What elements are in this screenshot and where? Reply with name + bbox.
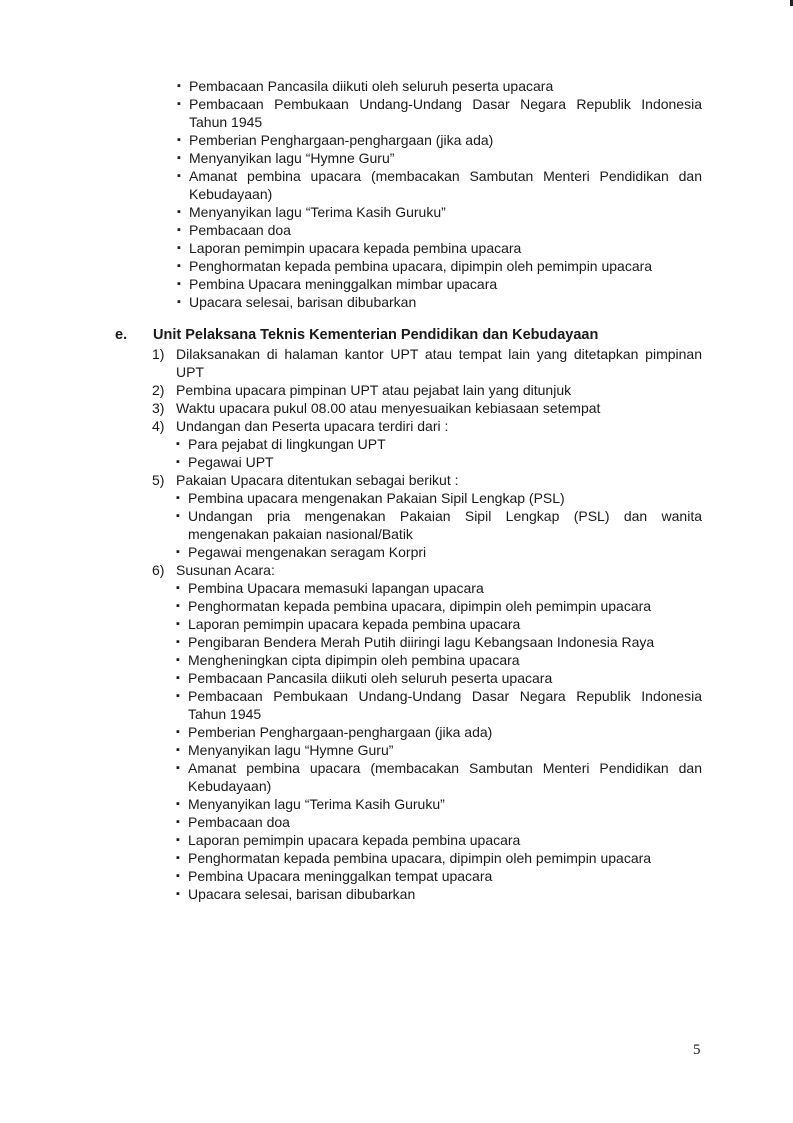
list-item: ▪ Pemberian Penghargaan-penghargaan (jika ada) <box>189 131 702 149</box>
list-item: ▪ Amanat pembina upacara (membacakan Sambutan Menteri Pendidikan dan Kebudayaan) <box>189 167 702 203</box>
list-item: ▪ Pegawai mengenakan seragam Korpri <box>188 543 702 561</box>
item-text: Pembina upacara pimpinan UPT atau pejabat lain yang ditunjuk <box>176 382 572 398</box>
numbered-list <box>0 345 793 903</box>
item-text: Dilaksanakan di halaman kantor UPT atau tempat lain yang ditetapkan pimpinan UPT <box>176 346 702 380</box>
item-number: 1) <box>152 346 165 362</box>
list-item: ▪ Penghormatan kepada pembina upacara, dipimpin oleh pemimpin upacara <box>189 257 702 275</box>
list-item: ▪ Pembina upacara mengenakan Pakaian Sipil Lengkap (PSL) <box>188 489 702 507</box>
sub-bullet-list <box>0 435 702 471</box>
list-item: ▪ Penghormatan kepada pembina upacara, dipimpin oleh pemimpin upacara <box>188 849 702 867</box>
list-item: ▪ Undangan pria mengenakan Pakaian Sipil Lengkap (PSL) dan wanita mengenakan pakaian nasional/Batik <box>188 507 702 543</box>
list-item: ▪ Amanat pembina upacara (membacakan Sambutan Menteri Pendidikan dan Kebudayaan) <box>188 759 702 795</box>
list-item: ▪ Pembina Upacara meninggalkan tempat upacara <box>188 867 702 885</box>
numbered-item <box>152 399 702 417</box>
list-item: ▪ Pembacaan Pembukaan Undang-Undang Dasar Negara Republik Indonesia Tahun 1945 <box>188 687 702 723</box>
numbered-item <box>152 561 702 903</box>
list-item: ▪ Menyanyikan lagu “Hymne Guru” <box>189 149 702 167</box>
list-item: ▪ Pembacaan Pancasila diikuti oleh seluruh peserta upacara <box>189 77 702 95</box>
list-item: ▪ Penghormatan kepada pembina upacara, dipimpin oleh pemimpin upacara <box>188 597 702 615</box>
section-label: e. <box>115 327 128 343</box>
list-item: ▪ Pengibaran Bendera Merah Putih diiringi lagu Kebangsaan Indonesia Raya <box>188 633 702 651</box>
list-item: ▪ Pemberian Penghargaan-penghargaan (jika ada) <box>188 723 702 741</box>
list-item: ▪ Laporan pemimpin upacara kepada pembina upacara <box>188 831 702 849</box>
item-number: 4) <box>152 418 165 434</box>
section-title: Unit Pelaksana Teknis Kementerian Pendidikan dan Kebudayaan <box>153 327 599 343</box>
numbered-item <box>152 345 702 381</box>
list-item: ▪ Menyanyikan lagu “Hymne Guru” <box>188 741 702 759</box>
item-number: 6) <box>152 562 165 578</box>
list-item: ▪ Upacara selesai, barisan dibubarkan <box>189 293 702 311</box>
item-text: Undangan dan Peserta upacara terdiri dari : <box>176 418 449 434</box>
list-item: ▪ Pembacaan doa <box>188 813 702 831</box>
list-item: ▪ Pembacaan Pembukaan Undang-Undang Dasar Negara Republik Indonesia Tahun 1945 <box>189 95 702 131</box>
list-item: ▪ Pembacaan doa <box>189 221 702 239</box>
list-item: ▪ Para pejabat di lingkungan UPT <box>188 435 702 453</box>
sub-bullet-list <box>0 489 702 561</box>
item-text: Susunan Acara: <box>176 562 275 578</box>
list-item: ▪ Pembina Upacara meninggalkan mimbar upacara <box>189 275 702 293</box>
list-item: ▪ Pembina Upacara memasuki lapangan upacara <box>188 579 702 597</box>
list-item: ▪ Upacara selesai, barisan dibubarkan <box>188 885 702 903</box>
numbered-item <box>152 471 702 561</box>
text-block <box>0 77 793 903</box>
list-item: ▪ Pembacaan Pancasila diikuti oleh seluruh peserta upacara <box>188 669 702 687</box>
list-item: ▪ Mengheningkan cipta dipimpin oleh pembina upacara <box>188 651 702 669</box>
list-item: ▪ Laporan pemimpin upacara kepada pembina upacara <box>189 239 702 257</box>
list-item: ▪ Menyanyikan lagu “Terima Kasih Guruku” <box>189 203 702 221</box>
numbered-item <box>152 417 702 471</box>
item-number: 2) <box>152 382 165 398</box>
top-bullet-list <box>0 77 793 311</box>
list-item: ▪ Pegawai UPT <box>188 453 702 471</box>
item-number: 5) <box>152 472 165 488</box>
item-text: Waktu upacara pukul 08.00 atau menyesuaikan kebiasaan setempat <box>176 400 601 416</box>
list-item: ▪ Menyanyikan lagu “Terima Kasih Guruku” <box>188 795 702 813</box>
item-number: 3) <box>152 400 165 416</box>
item-text: Pakaian Upacara ditentukan sebagai berikut : <box>176 472 459 488</box>
page-number: 5 <box>693 1042 701 1058</box>
section-heading <box>115 325 793 345</box>
list-item: ▪ Laporan pemimpin upacara kepada pembina upacara <box>188 615 702 633</box>
sub-bullet-list <box>0 579 702 903</box>
numbered-item <box>152 381 702 399</box>
